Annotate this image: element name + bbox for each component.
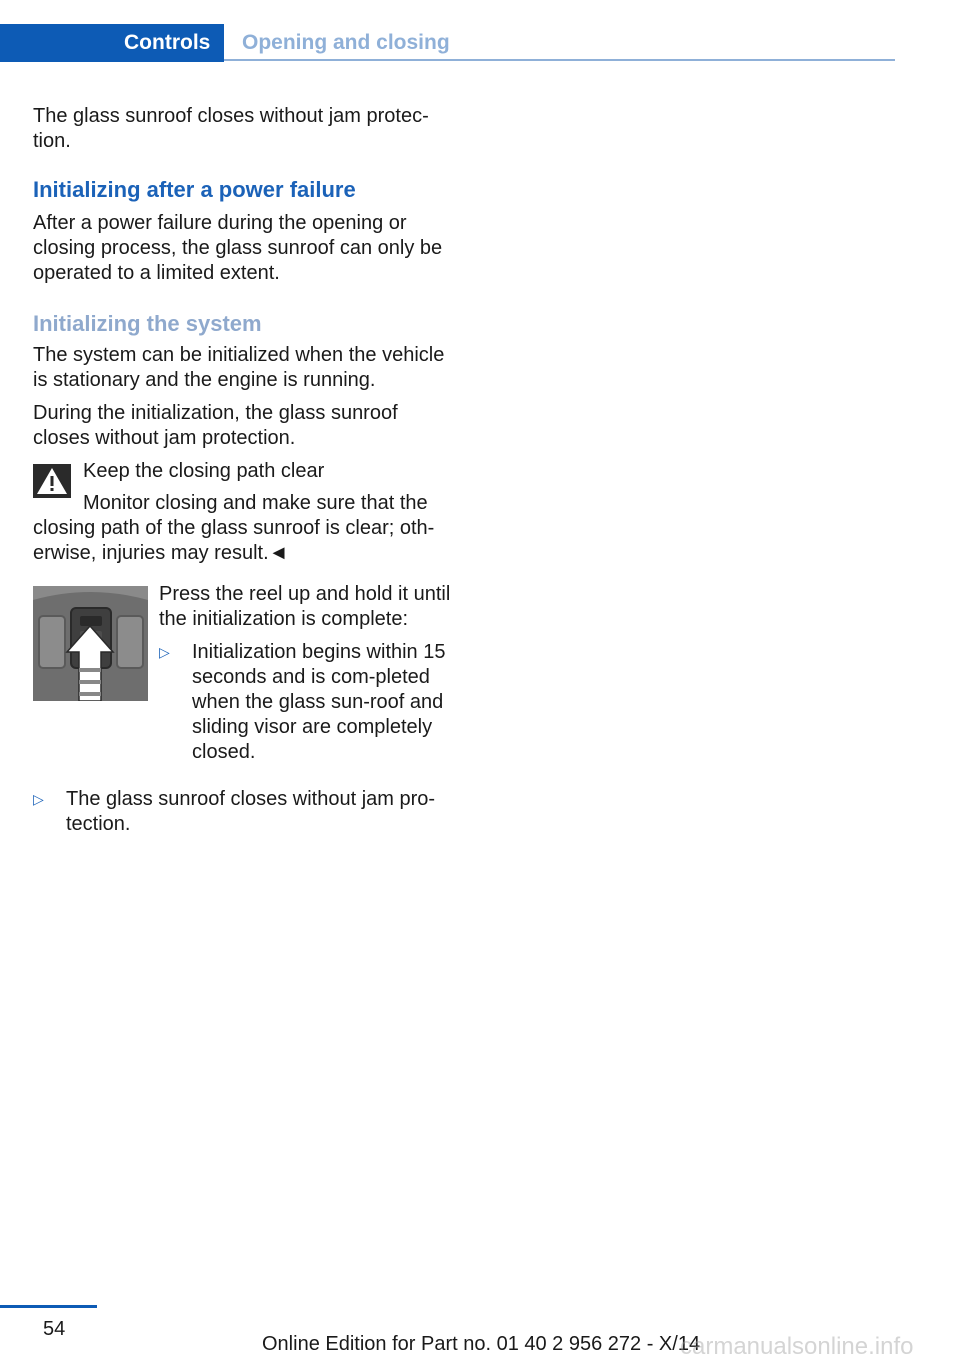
section-tab: Opening and closing: [242, 31, 450, 54]
heading-initializing-system: Initializing the system: [33, 311, 262, 336]
intro-paragraph: The glass sunroof closes without jam protec-tion.: [33, 105, 429, 152]
instruction-text-area: [159, 582, 459, 765]
footer-rule: [0, 1305, 97, 1308]
watermark: carmanualsonline.info: [680, 1333, 914, 1360]
list-item: [33, 787, 453, 837]
roof-switch-figure: [33, 586, 148, 701]
power-failure-text: After a power failure during the opening or closing process, the glass sunroof can only be operated to a limited extent.: [33, 212, 443, 284]
bullet-triangle-icon: ▷: [33, 791, 44, 807]
header-rule: [224, 59, 895, 61]
system-text-2: During the initialization, the glass sunroof closes without jam protection.: [33, 402, 398, 449]
instruction-text: Press the reel up and hold it until the initialization is complete:: [159, 583, 451, 630]
warning-triangle-icon: [33, 464, 71, 498]
page-header: [0, 24, 895, 62]
list-item: [159, 640, 459, 765]
warning-body: Monitor closing and make sure that the closing path of the glass sunroof is clear; oth-erwise, injuries may result.◄: [33, 492, 435, 564]
edition-text: Online Edition for Part no. 01 40 2 956 272 - X/14: [262, 1333, 701, 1355]
instruction-block: [33, 582, 453, 782]
heading-power-failure: Initializing after a power failure: [33, 177, 356, 202]
bullet-text: The glass sunroof closes without jam pro-tection.: [66, 788, 436, 835]
warning-block: [33, 459, 453, 566]
bullet-text: Initialization begins within 15 seconds and is com-pleted when the glass sun-roof and sliding visor are completely closed.: [192, 641, 446, 763]
warning-title: Keep the closing path clear: [83, 460, 325, 482]
bullet-triangle-icon: ▷: [159, 644, 170, 660]
page-number: 54: [43, 1318, 66, 1340]
content-column: [33, 104, 453, 837]
system-text-1: The system can be initialized when the vehicle is stationary and the engine is running.: [33, 344, 445, 391]
chapter-tab: Controls: [0, 24, 224, 62]
